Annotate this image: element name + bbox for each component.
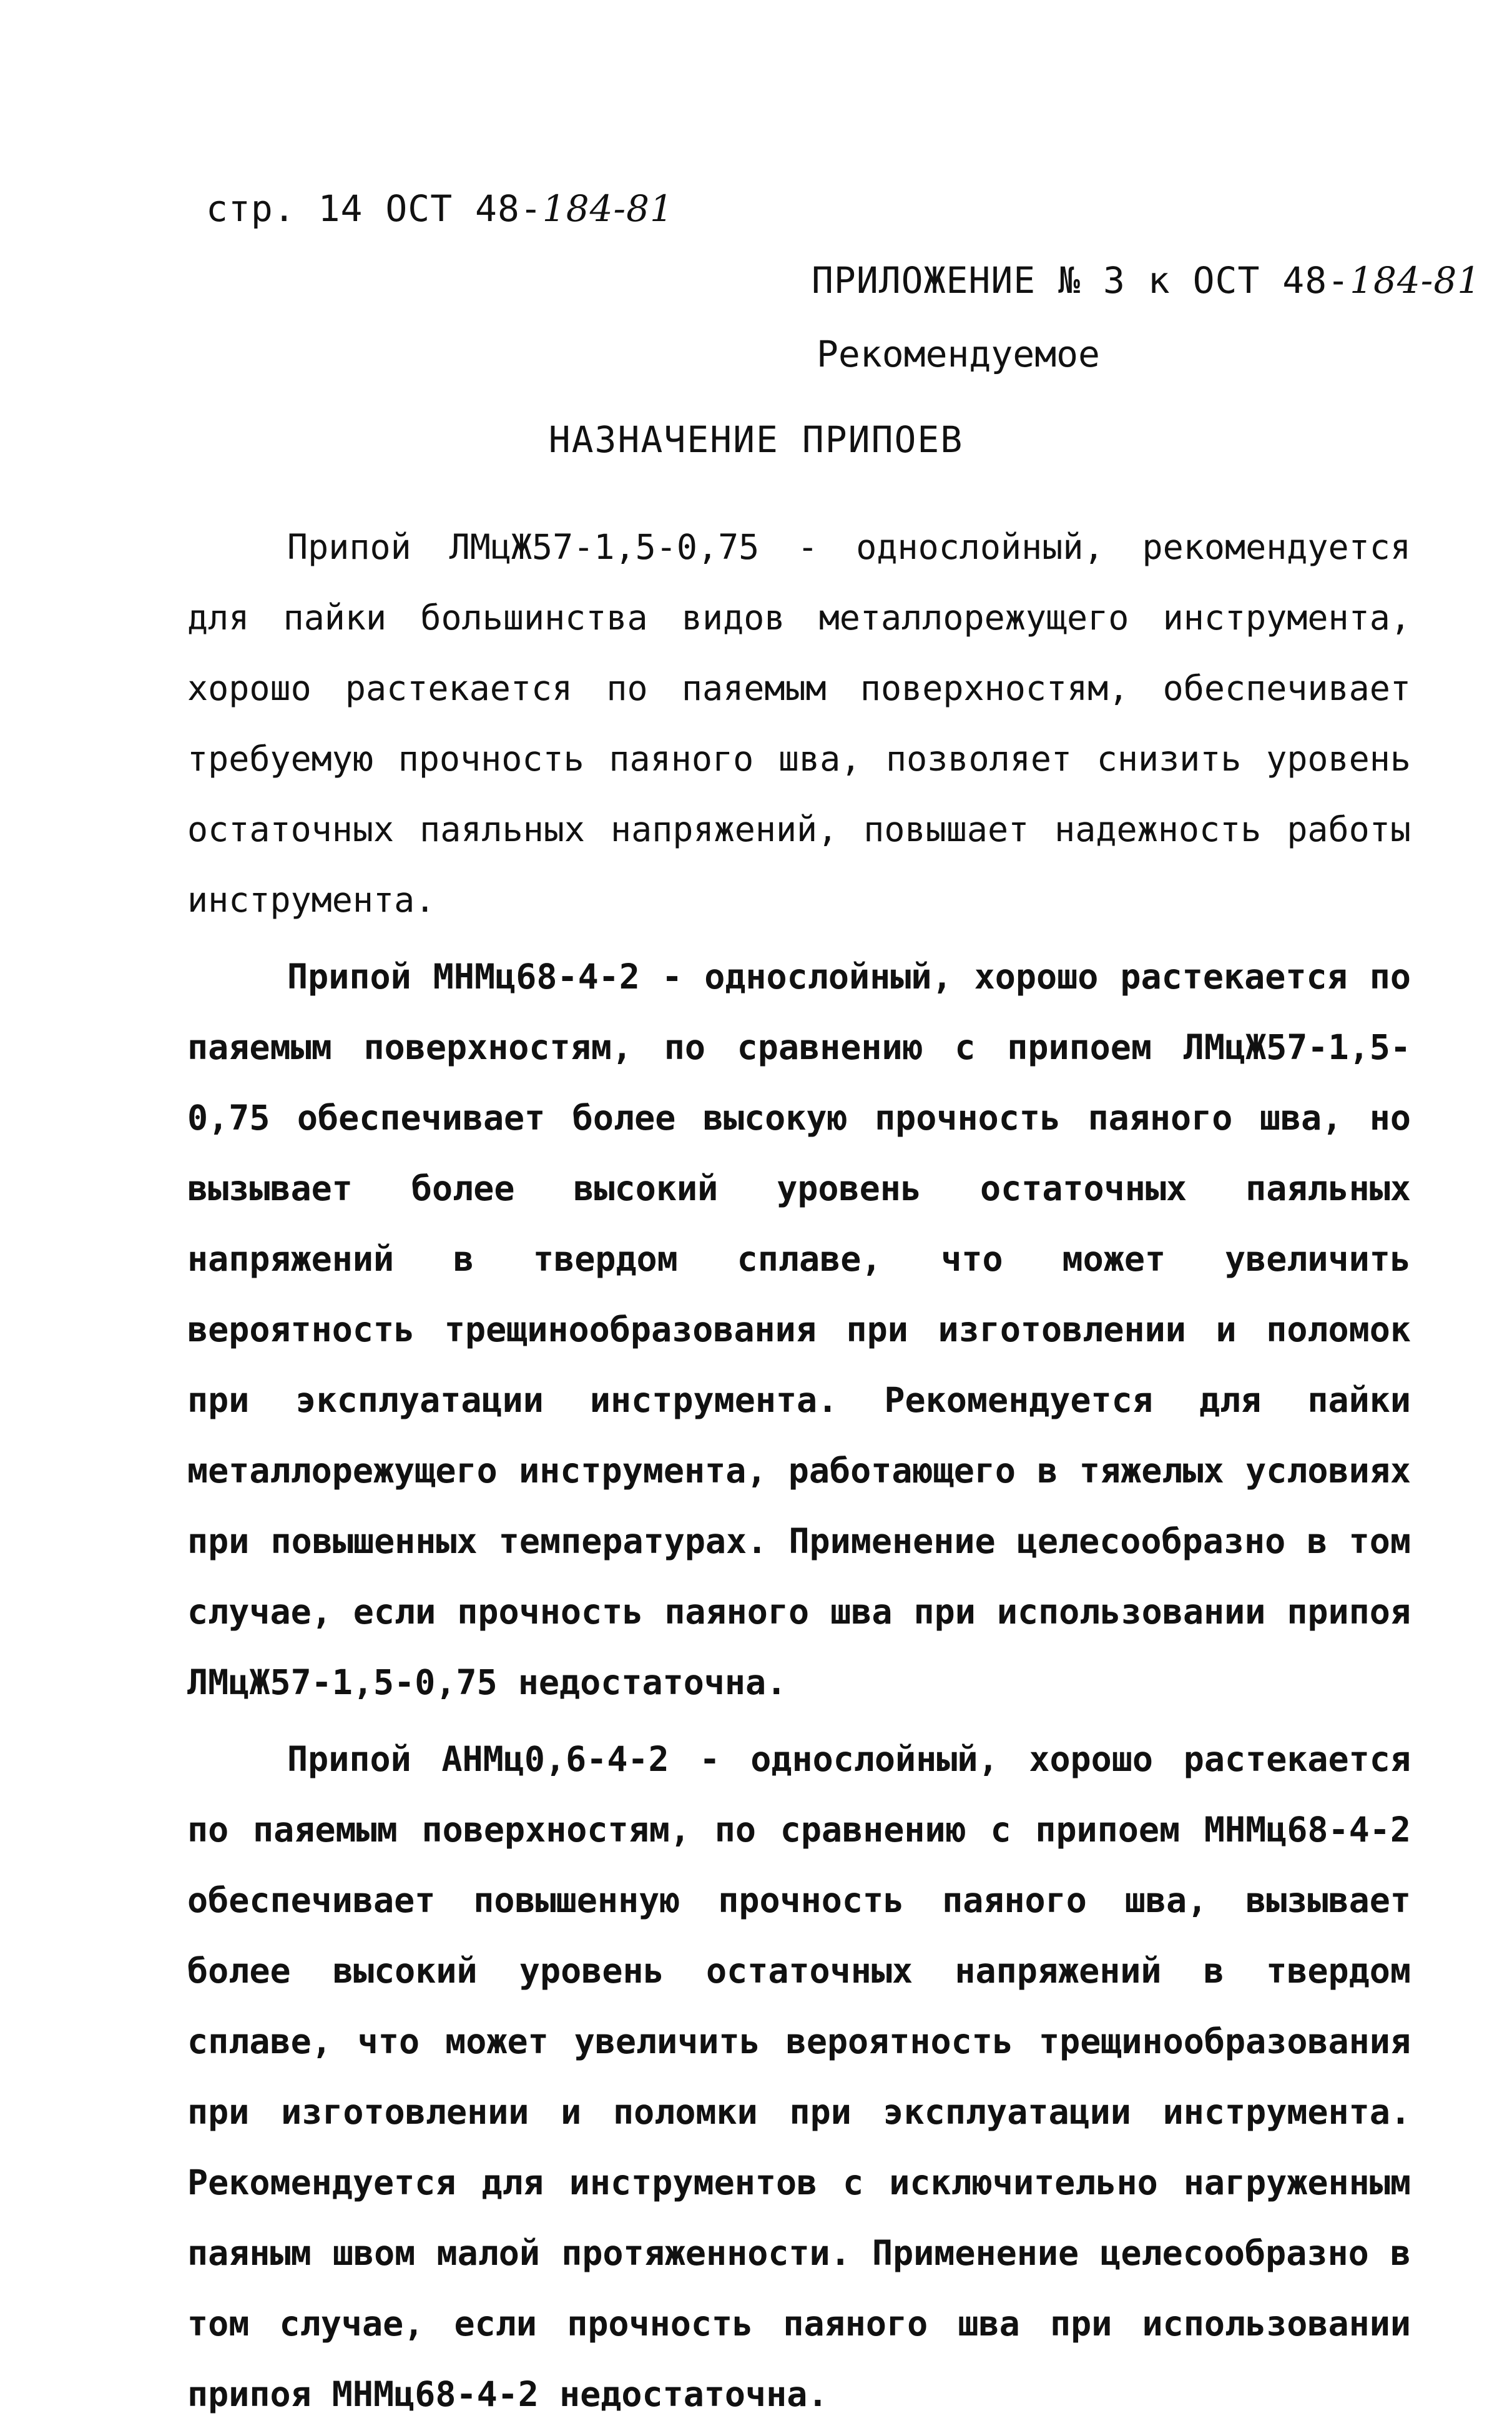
paragraph-mnmc: Припой МНМц68-4-2 - однослойный, хорошо растекается по паяемым поверхностям, по сравнению с припоем ЛМцЖ57-1,5-0,75 обеспечивает более высокую прочность паяного шва, но вызывает более высокий уровень остаточных паяльных напряжений в твердом сплаве, что может увеличить вероятность трещинообразования при изготовлении и поломок при эксплуатации инструмента. Рекомендуется для пайки металлорежущего инструмента, работающего в тяжелых условиях при повышенных температурах. Применение целесообразно в том случае, если прочность паяного шва при использовании припоя ЛМцЖ57-1,5-0,75 недостаточна. bbox=[187, 957, 1411, 1702]
page-reference-text: стр. 14 ОСТ 48- bbox=[206, 187, 542, 230]
appendix-title-text: ПРИЛОЖЕНИЕ № 3 к ОСТ 48- bbox=[812, 259, 1350, 302]
appendix-handwritten-number: 184-81 bbox=[1350, 259, 1481, 302]
appendix-status: Рекомендуемое bbox=[817, 333, 1100, 375]
document-heading: НАЗНАЧЕНИЕ ПРИПОЕВ bbox=[548, 418, 964, 461]
paragraph-anmc: Припой АНМц0,6-4-2 - однослойный, хорошо растекается по паяемым поверхностям, по сравнению с припоем МНМц68-4-2 обеспечивает повышенную прочность паяного шва, вызывает более высокий уровень остаточных напряжений в твердом сплаве, что может увеличить вероятность трещинообразования при изготовлении и поломки при эксплуатации инструмента. Рекомендуется для инструментов с исключительно нагруженным паяным швом малой протяженности. Применение целесообразно в том случае, если прочность паяного шва при использовании припоя МНМц68-4-2 недостаточна. bbox=[187, 1739, 1411, 2414]
appendix-header bbox=[812, 259, 1481, 375]
paragraph-lmczh: Припой ЛМцЖ57-1,5-0,75 - однослойный, рекомендуется для пайки большинства видов металлорежущего инструмента, хорошо растекается по паяемым поверхностям, обеспечивает требуемую прочность паяного шва, позволяет снизить уровень остаточных паяльных напряжений, повышает надежность работы инструмента. bbox=[187, 527, 1411, 920]
page-reference bbox=[206, 187, 674, 230]
page-reference-handwritten-number: 184-81 bbox=[542, 187, 674, 230]
appendix-title bbox=[812, 259, 1481, 302]
document-body bbox=[187, 512, 1411, 2436]
